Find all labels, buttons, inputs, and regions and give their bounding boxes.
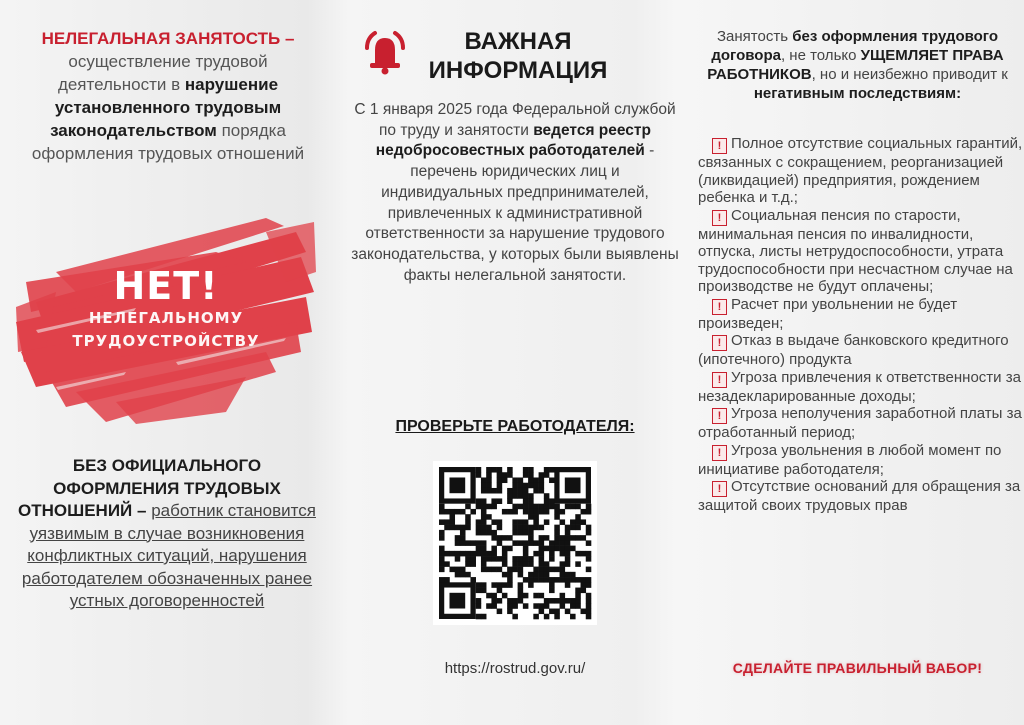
illegal-employment-definition — [18, 27, 318, 165]
list-item-text: Отказ в выдаче банковского кредитного (ипотечного) продукта — [698, 332, 1009, 368]
intro-text-2: , не только — [780, 47, 857, 64]
intro-bold-3: негативным последствиям: — [753, 85, 962, 102]
list-item-text: Полное отсутствие социальных гарантий, связанных с сокращением, реорганизацией (ликвидацией) предприятия, рождением ребенка и т.д.; — [698, 135, 1023, 206]
list-item-text: Угроза неполучения заработной платы за отработанный период; — [698, 405, 1022, 441]
list-item-text: Расчет при увольнении не будет произведен; — [698, 295, 958, 332]
intro-text-1: Занятость — [717, 28, 789, 45]
banner-title: НЕТ! — [113, 264, 219, 308]
definition-bold: нарушение установленного трудовым законодательством — [50, 75, 282, 140]
registry-bold: ведется реестр недобросовестных работодателей — [375, 121, 651, 160]
no-illegal-employment-banner — [16, 212, 316, 427]
definition-text-2: порядка оформления трудовых отношений — [31, 121, 305, 163]
warning-text: работник становится уязвимым в случае возникновения конфликтных ситуаций, нарушения работодателем обозначенных ранее устных договоренностей — [21, 501, 316, 610]
definition-lead: НЕЛЕГАЛЬНАЯ ЗАНЯТОСТЬ – — [41, 29, 295, 48]
list-item — [698, 369, 1023, 406]
list-item-text: Отсутствие оснований для обращения за защитой своих трудовых прав — [698, 478, 1021, 514]
intro-text-3: , но и неизбежно приводит к — [811, 66, 1008, 83]
exclamation-square-icon: ! — [712, 372, 727, 388]
call-to-action: СДЕЛАЙТЕ ПРАВИЛЬНЫЙ ВАБОР! — [732, 660, 983, 676]
intro-bold-2: УЩЕМЛЯЕТ ПРАВА РАБОТНИКОВ — [707, 47, 1004, 83]
list-item-text: Угроза привлечения к ответственности за незадекларированные доходы; — [698, 368, 1021, 405]
list-item — [698, 332, 1023, 369]
exclamation-square-icon: ! — [712, 299, 727, 315]
important-info-title: ВАЖНАЯ ИНФОРМАЦИЯ — [428, 28, 608, 84]
exclamation-square-icon: ! — [712, 408, 727, 424]
exclamation-square-icon: ! — [712, 210, 727, 226]
exclamation-square-icon: ! — [712, 335, 727, 351]
right-column — [690, 0, 1024, 725]
banner-subtitle-line-1: НЕЛЕГАЛЬНОМУ — [88, 309, 244, 327]
middle-column — [345, 0, 685, 725]
exclamation-square-icon: ! — [712, 138, 727, 154]
list-item — [698, 135, 1023, 207]
registry-text-2: - перечень юридических лиц и индивидуальных предпринимателей, привлеченных к административной ответственности за нарушение трудового законодательства, у которых были выявлены факты нелегальной занятости. — [351, 142, 679, 284]
no-official-contract-warning — [14, 455, 320, 613]
list-item-text: Социальная пенсия по старости, минимальная пенсия по инвалидности, отпуска, листы нетрудоспособности, утрата трудоспособности при несчастном случае на производстве не будут оплачены; — [698, 206, 1013, 295]
list-item — [698, 442, 1023, 479]
list-item-text: Угроза увольнения в любой момент по инициативе работодателя; — [698, 441, 1002, 478]
exclamation-square-icon: ! — [712, 481, 727, 497]
registry-info-text — [350, 100, 680, 286]
registry-text-1: С 1 января 2025 года Федеральной службой по труду и занятости — [354, 101, 676, 139]
qr-code[interactable] — [433, 461, 597, 625]
definition-text-1: осуществление трудовой деятельности в — [57, 52, 268, 94]
left-column — [0, 0, 335, 725]
qr-code-image — [433, 461, 597, 625]
check-employer-heading: ПРОВЕРЬТЕ РАБОТОДАТЕЛЯ: — [395, 418, 635, 435]
list-item — [698, 207, 1023, 296]
list-item — [698, 405, 1023, 442]
warning-bold: БЕЗ ОФИЦИАЛЬНОГО ОФОРМЛЕНИЯ ТРУДОВЫХ ОТНОШЕНИЙ — [18, 456, 281, 520]
exclamation-square-icon: ! — [712, 445, 727, 461]
alarm-bell-icon — [361, 30, 409, 76]
rostrud-link[interactable]: https://rostrud.gov.ru/ — [444, 660, 586, 677]
intro-bold-1: без оформления трудового договора — [711, 28, 998, 64]
banner-subtitle-line-2: ТРУДОУСТРОЙСТВУ — [72, 332, 260, 350]
warning-dash: – — [132, 501, 152, 520]
consequences-list — [698, 135, 1023, 515]
list-item — [698, 296, 1023, 333]
consequences-intro — [695, 27, 1020, 103]
banner-subtitle — [16, 307, 316, 353]
list-item — [698, 478, 1023, 515]
